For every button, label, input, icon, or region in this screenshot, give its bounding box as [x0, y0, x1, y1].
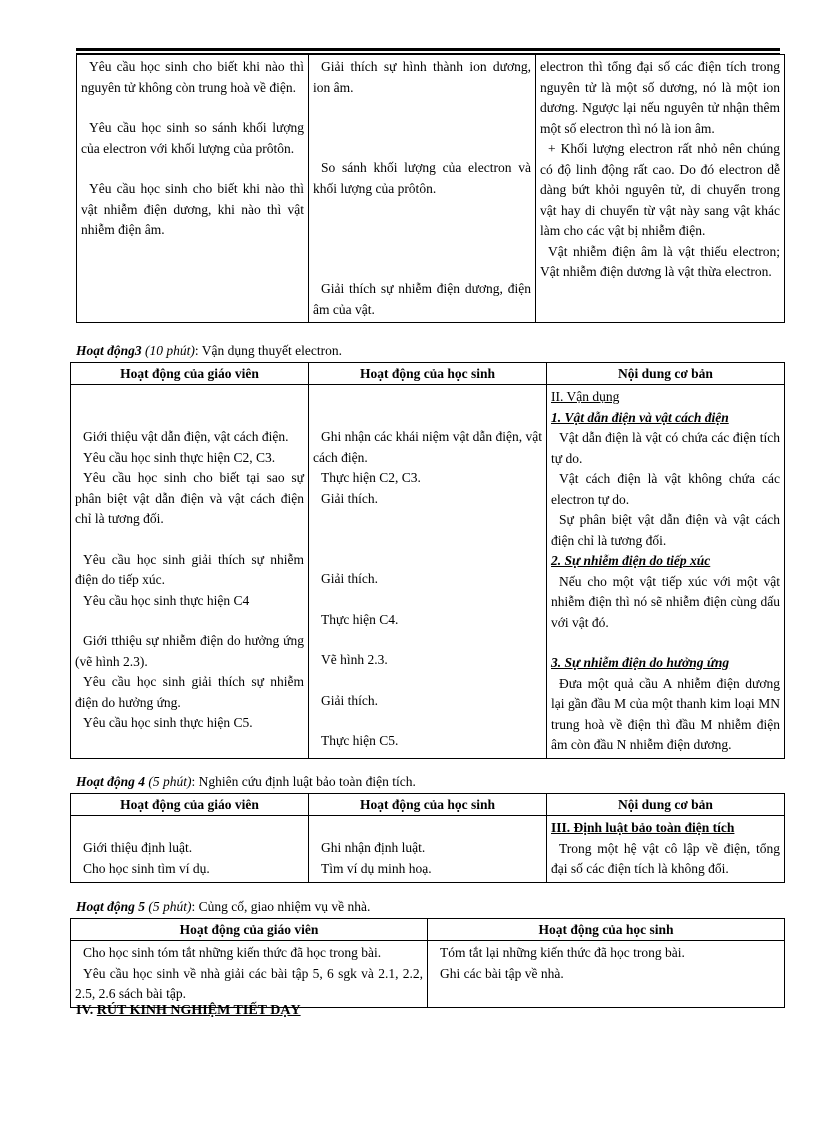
teacher-activity: Yêu cầu học sinh thực hiện C2, C3. — [83, 449, 276, 465]
top-rule-thick — [76, 48, 780, 51]
student-activity: Ghi nhận các khái niệm vật dẫn điện, vật cách điện. — [313, 429, 542, 465]
student-activity: Giải thích sự hình thành ion dương, ion âm. — [313, 59, 531, 95]
section-heading: III. Định luật bảo toàn điện tích — [551, 820, 735, 835]
teacher-activity: Yêu cầu học sinh về nhà giải các bài tập 5, 6 sgk và 2.1, 2.2, 2.5, 2.6 sách bài tập. — [75, 965, 423, 1001]
student-activity: So sánh khối lượng của electron và khối lượng của prôtôn. — [313, 160, 531, 196]
activity-title: : Củng cố, giao nhiệm vụ về nhà. — [191, 899, 371, 914]
content-text: Vật cách điện là vật không chứa các electron tự do. — [551, 471, 780, 507]
table-header-row — [71, 919, 785, 941]
student-activity-cell — [309, 385, 547, 759]
student-activity-cell — [428, 941, 785, 1008]
student-activity: Thực hiện C2, C3. — [321, 470, 421, 485]
student-activity-cell — [309, 55, 536, 323]
student-activity: Giải thích sự nhiễm điện dương, điện âm của vật. — [313, 281, 531, 317]
teacher-activity: Cho học sinh tóm tắt những kiến thức đã học trong bài. — [83, 945, 382, 960]
activity-4-heading — [76, 774, 416, 790]
content-text: Nếu cho một vật tiếp xúc với một vật nhiễm điện thì nó sẽ nhiễm điện cùng dấu với vật đó. — [551, 573, 780, 630]
content-cell — [547, 385, 785, 759]
table-row — [71, 941, 785, 1008]
student-activity: Ghi nhận định luật. — [321, 840, 426, 855]
student-activity: Thực hiện C5. — [321, 733, 399, 748]
teacher-activity: Yêu cầu học sinh giải thích sự nhiễm điện do hưởng ứng. — [75, 674, 304, 710]
header-student: Hoạt động của học sinh — [309, 363, 547, 385]
teacher-activity-cell — [77, 55, 309, 323]
section-heading: II. Vận dụng — [551, 389, 620, 404]
header-student: Hoạt động của học sinh — [309, 794, 547, 816]
content-text: + Khối lượng electron rất nhỏ nên chúng có độ linh động rất cao. Do đó electron dễ dàng bứt khỏi nguyên tử, di chuyển trong vật hay di chuyển từ vật này sang vật khác làm cho các vật bị nhiễm điện. — [540, 141, 780, 238]
header-content: Nội dung cơ bản — [547, 794, 785, 816]
activity-time: (10 phút) — [145, 343, 195, 358]
content-text: Vật dẫn điện là vật có chứa các điện tích tự do. — [551, 430, 780, 466]
teacher-activity: Yêu cầu học sinh thực hiện C5. — [83, 715, 253, 730]
subsection-heading: 1. Vật dẫn điện và vật cách điện — [551, 409, 729, 425]
table-activity-4 — [70, 793, 785, 883]
activity-label: Hoạt động3 — [76, 343, 142, 358]
teacher-activity: Yêu cầu học sinh cho biết tại sao sự phân biệt vật dẫn điện và vật cách điện chỉ là tương đối. — [75, 470, 304, 526]
activity-label: Hoạt động 4 — [76, 774, 146, 789]
header-teacher: Hoạt động của giáo viên — [71, 794, 309, 816]
table-activity-3 — [70, 362, 785, 759]
activity-label: Hoạt động 5 — [76, 899, 146, 914]
activity-title: : Nghiên cứu định luật bảo toàn điện tích. — [191, 774, 416, 789]
section-4-heading — [76, 1003, 301, 1019]
activity-title: : Vận dụng thuyết electron. — [194, 343, 342, 358]
content-text: Vật nhiễm điện âm là vật thiếu electron; Vật nhiễm điện dương là vật thừa electron. — [540, 243, 780, 279]
teacher-activity: Giới tthiệu sự nhiễm điện do hưởng ứng (vẽ hình 2.3). — [75, 633, 304, 669]
teacher-activity: Yêu cầu học sinh giải thích sự nhiễm điện do tiếp xúc. — [75, 551, 304, 587]
activity-time: (5 phút) — [148, 899, 192, 914]
student-activity: Giải thích. — [321, 490, 378, 506]
student-activity: Ghi các bài tập về nhà. — [440, 965, 564, 981]
header-student: Hoạt động của học sinh — [428, 919, 785, 941]
header-teacher: Hoạt động của giáo viên — [71, 919, 428, 941]
student-activity-cell — [309, 816, 547, 883]
table-activity-5 — [70, 918, 785, 1008]
section-number: IV. — [76, 1003, 94, 1018]
student-activity: Giải thích. — [321, 692, 378, 708]
table-row — [71, 816, 785, 883]
table-header-row — [71, 794, 785, 816]
student-activity: Tìm ví dụ minh hoạ. — [321, 860, 432, 876]
content-cell — [536, 55, 785, 323]
activity-5-heading — [76, 899, 370, 915]
teacher-activity-cell — [71, 941, 428, 1008]
table-header-row — [71, 363, 785, 385]
table-row — [71, 385, 785, 759]
teacher-activity: Giới thiệu vật dẫn điện, vật cách điện. — [83, 429, 289, 444]
header-content: Nội dung cơ bản — [547, 363, 785, 385]
activity-time: (5 phút) — [148, 774, 192, 789]
teacher-activity: Yêu cầu học sinh cho biết khi nào thì vật nhiễm điện dương, khi nào thì vật nhiễm điện âm. — [81, 181, 304, 237]
content-text: electron thì tổng đại số các điện tích trong nguyên tử là một số dương, nó là một ion dương. Ngược lại nếu nguyên tử nhận thêm một số electron thì nó là ion âm. — [540, 59, 780, 136]
content-text: Đưa một quả cầu A nhiễm điện dương lại gần đầu M của một thanh kim loại MN trung hoà về điện thì đầu M nhiễm điện âm còn đầu N nhiễm điện dương. — [551, 675, 780, 752]
content-cell — [547, 816, 785, 883]
teacher-activity: Yêu cầu học sinh so sánh khối lượng của electron với khối lượng của prôtôn. — [81, 120, 304, 156]
teacher-activity: Giới thiệu định luật. — [83, 840, 193, 855]
table-row — [77, 55, 785, 323]
student-activity: Thực hiện C4. — [321, 611, 399, 627]
subsection-heading: 3. Sự nhiễm điện do hưởng ứng — [551, 655, 730, 670]
teacher-activity: Yêu cầu học sinh thực hiện C4 — [83, 592, 250, 608]
teacher-activity: Yêu cầu học sinh cho biết khi nào thì nguyên tử không còn trung hoà về điện. — [81, 59, 304, 95]
content-text: Sự phân biệt vật dẫn điện và vật cách điện chỉ là tương đối. — [551, 512, 780, 548]
section-title: RÚT KINH NGHIỆM TIẾT DẠY — [96, 1003, 301, 1018]
activity-3-heading — [76, 343, 342, 359]
subsection-heading: 2. Sự nhiễm điện do tiếp xúc — [551, 553, 711, 568]
student-activity: Tóm tắt lại những kiến thức đã học trong bài. — [440, 945, 685, 960]
student-activity: Giải thích. — [321, 571, 378, 586]
teacher-activity-cell — [71, 816, 309, 883]
student-activity: Vẽ hình 2.3. — [321, 652, 388, 667]
teacher-activity: Cho học sinh tìm ví dụ. — [83, 860, 210, 876]
teacher-activity-cell — [71, 385, 309, 759]
table-continuation — [76, 54, 785, 323]
header-teacher: Hoạt động của giáo viên — [71, 363, 309, 385]
content-text: Trong một hệ vật cô lập về điện, tổng đại số các điện tích là không đổi. — [551, 840, 780, 876]
